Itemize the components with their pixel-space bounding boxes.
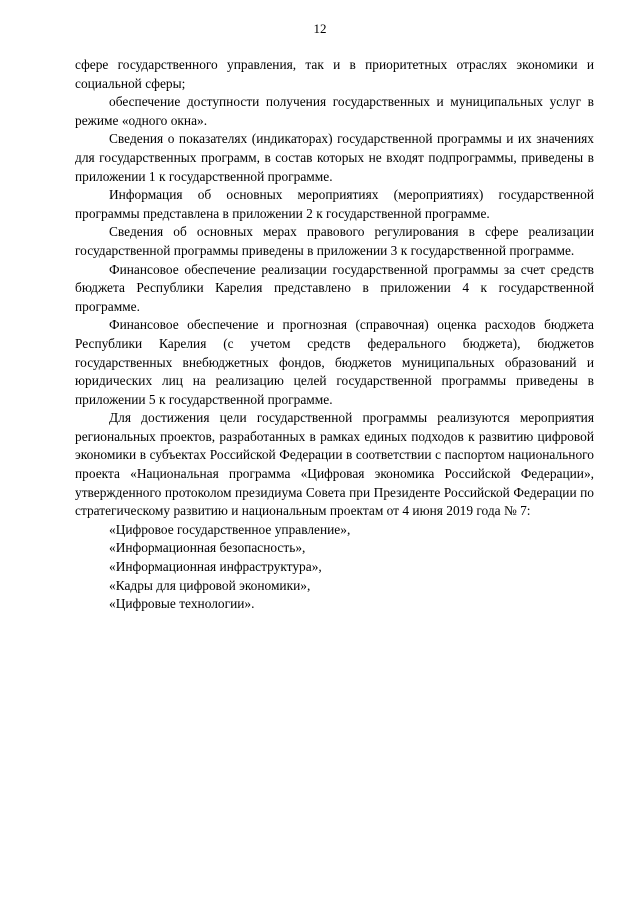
- document-body: [75, 56, 594, 614]
- paragraph-continuation: сфере государственного управления, так и в приоритетных отраслях экономики и социальной сферы;: [75, 57, 594, 91]
- list-item: «Цифровое государственное управление»,: [109, 521, 351, 537]
- paragraph-indicators: Сведения о показателях (индикаторах) государственной программы и их значениях для государственных программ, в состав которых не входят подпрограммы, приведены в приложении 1 к государственной программе.: [75, 131, 594, 184]
- paragraph-financing-republic-budget: Финансовое обеспечение реализации государственной программы за счет средств бюджета Республики Карелия представлено в приложении 4 к государственной программе.: [75, 261, 594, 314]
- list-item: «Цифровые технологии».: [109, 596, 255, 612]
- list-item: «Кадры для цифровой экономики»,: [109, 577, 311, 593]
- page-number: 12: [313, 21, 327, 36]
- paragraph-financing-forecast: Финансовое обеспечение и прогнозная (справочная) оценка расходов бюджета Республики Карелия (с учетом средств федерального бюджета), бюджетов государственных внебюджетных фондов, бюджетов муниципальных образований и юридических лиц на реализацию целей государственной программы приведены в приложении 5 к государственной программе.: [75, 317, 594, 407]
- list-item: «Информационная инфраструктура»,: [109, 559, 322, 575]
- paragraph-legal-regulation: Сведения об основных мерах правового регулирования в сфере реализации государственной программы приведены в приложении 3 к государственной программе.: [75, 224, 594, 258]
- paragraph-regional-projects: Для достижения цели государственной программы реализуются мероприятия региональных проектов, разработанных в рамках единых подходов к развитию цифровой экономики в субъектах Российской Федерации в соответствии с паспортом национального проекта «Национальная программа «Цифровая экономика Российской Федерации», утвержденного протоколом президиума Совета при Президенте Российской Федерации по стратегическому развитию и национальным проектам от 4 июня 2019 года № 7:: [75, 410, 594, 519]
- regional-projects-list: [75, 521, 594, 614]
- paragraph-main-activities: Информация об основных мероприятиях (мероприятиях) государственной программы представлена в приложении 2 к государственной программе.: [75, 187, 594, 221]
- paragraph-one-window-services: обеспечение доступности получения государственных и муниципальных услуг в режиме «одного окна».: [75, 94, 594, 128]
- list-item: «Информационная безопасность»,: [109, 540, 306, 556]
